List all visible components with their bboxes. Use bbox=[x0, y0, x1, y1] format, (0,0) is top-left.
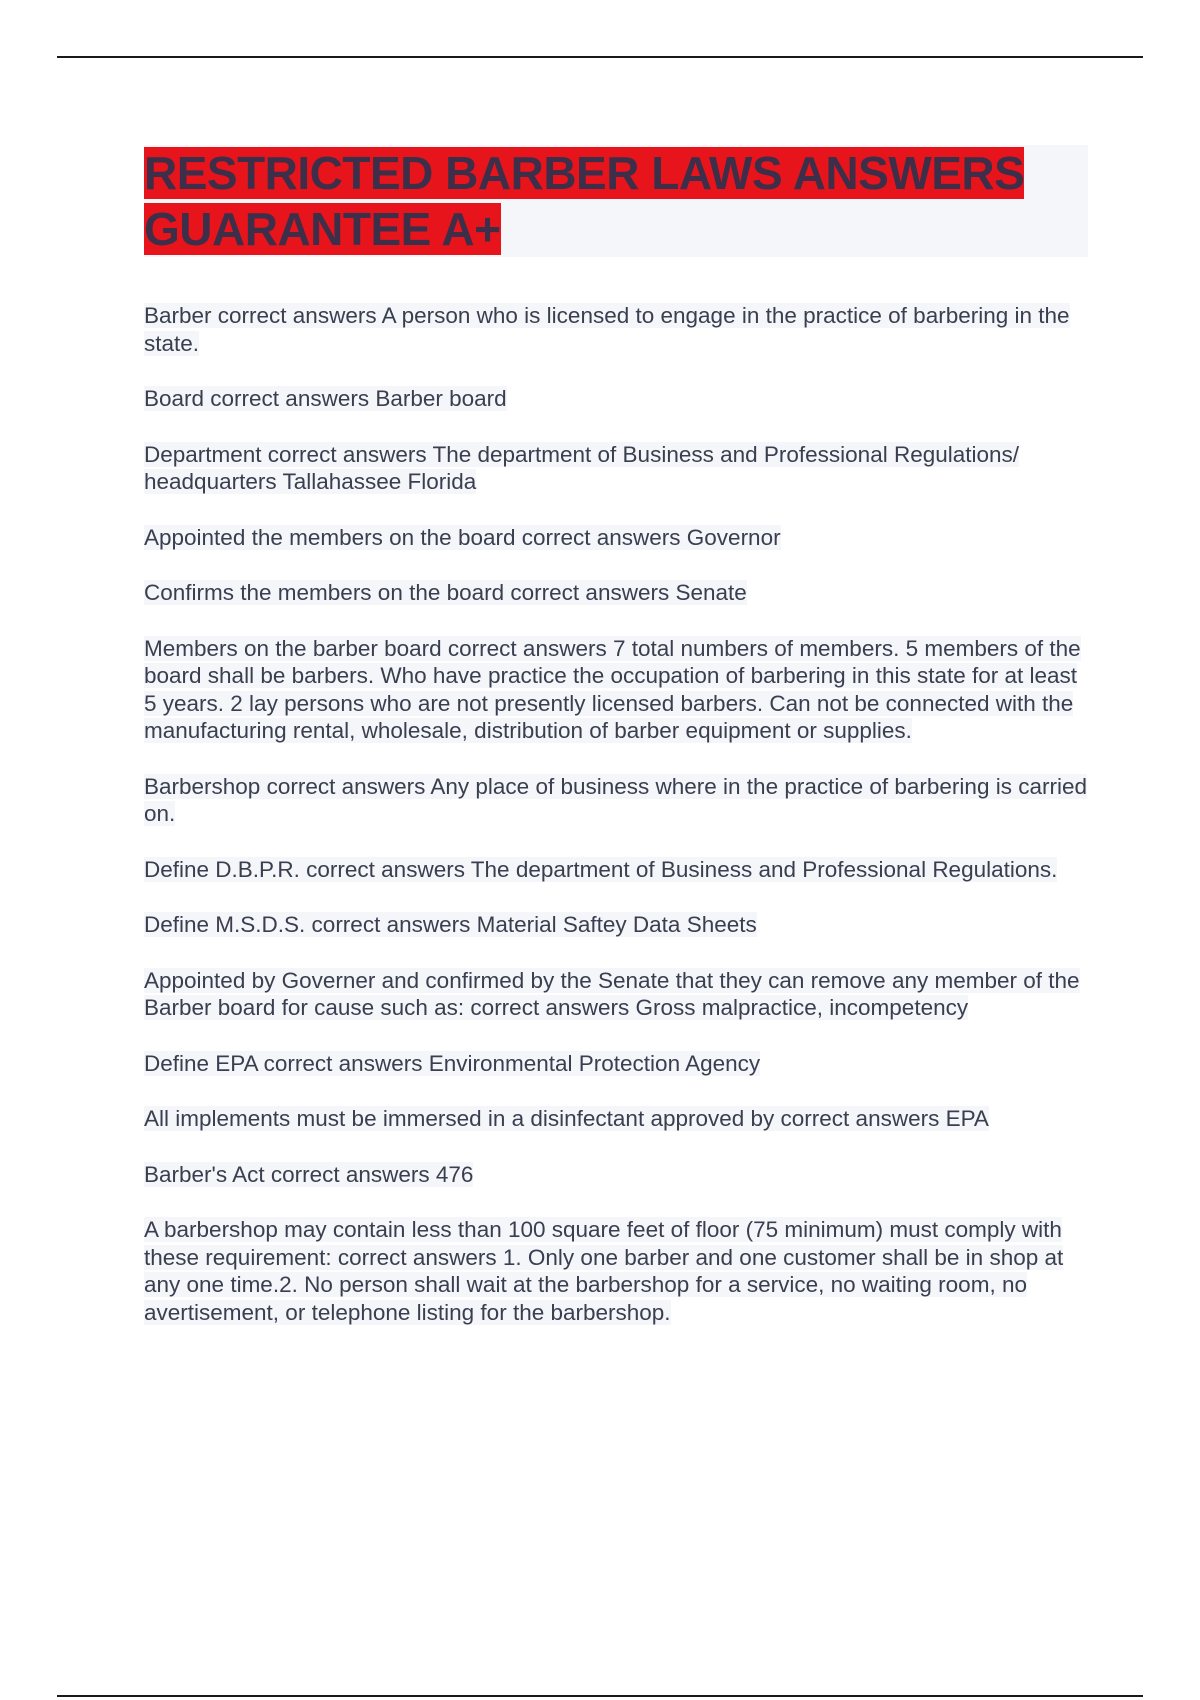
qa-item: Members on the barber board correct answers 7 total numbers of members. 5 members of the board shall be barbers. Who have practice the occupation of barbering in this state for at least 5 years. 2 lay persons who are not presently licensed barbers. Can not be connected with the manufacturing rental, wholesale, distribution of barber equipment or supplies. bbox=[144, 635, 1081, 743]
qa-item: Appointed the members on the board correct answers Governor bbox=[144, 524, 781, 550]
footer-rule bbox=[57, 1695, 1143, 1697]
title-block bbox=[144, 145, 1088, 257]
qa-item: Barbershop correct answers Any place of business where in the practice of barbering is carried on. bbox=[144, 773, 1087, 826]
document-title: RESTRICTED BARBER LAWS ANSWERS GUARANTEE A+ bbox=[144, 147, 1025, 255]
qa-item: A barbershop may contain less than 100 square feet of floor (75 minimum) must comply with these requirement: correct answers 1. Only one barber and one customer shall be in shop at any one time.2. No person shall wait at the barbershop for a service, no waiting room, no avertisement, or telephone listing for the barbershop. bbox=[144, 1217, 1064, 1325]
qa-item: Department correct answers The department of Business and Professional Regulations/ headquarters Tallahassee Florida bbox=[144, 441, 1020, 494]
qa-item: Appointed by Governer and confirmed by the Senate that they can remove any member of the Barber board for cause such as: correct answers Gross malpractice, incompetency bbox=[144, 967, 1080, 1020]
header-rule bbox=[57, 56, 1143, 58]
qa-item: Board correct answers Barber board bbox=[144, 386, 507, 411]
qa-item: All implements must be immersed in a disinfectant approved by correct answers EPA bbox=[144, 1106, 989, 1131]
document-body bbox=[144, 145, 1090, 1354]
qa-item: Barber's Act correct answers 476 bbox=[144, 1161, 474, 1187]
qa-list bbox=[144, 302, 1090, 1326]
qa-item: Confirms the members on the board correct answers Senate bbox=[144, 580, 747, 605]
qa-item: Barber correct answers A person who is licensed to engage in the practice of barbering in the state. bbox=[144, 303, 1070, 356]
qa-item: Define M.S.D.S. correct answers Material Saftey Data Sheets bbox=[144, 912, 757, 937]
qa-item: Define D.B.P.R. correct answers The department of Business and Professional Regulations. bbox=[144, 856, 1058, 882]
qa-item: Define EPA correct answers Environmental Protection Agency bbox=[144, 1050, 761, 1076]
